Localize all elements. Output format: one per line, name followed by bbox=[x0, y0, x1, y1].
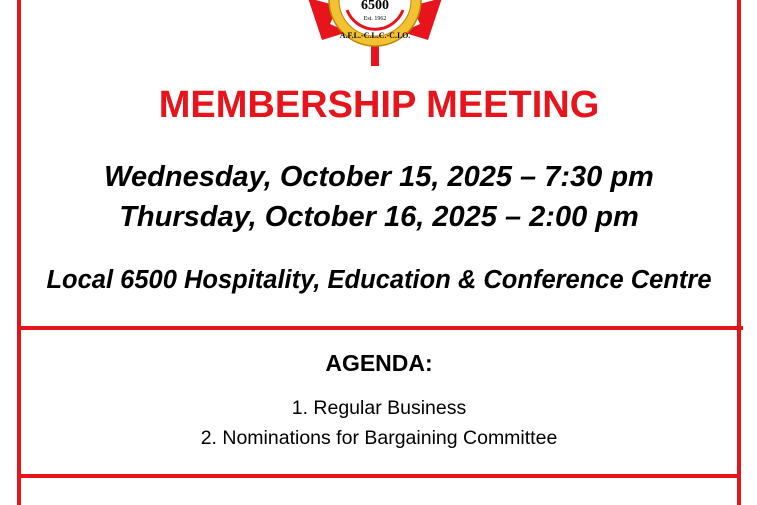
logo-established: Est. 1962 bbox=[363, 16, 387, 22]
frame-right-border bbox=[737, 0, 741, 505]
union-logo bbox=[300, 0, 450, 66]
agenda-heading: AGENDA: bbox=[325, 350, 433, 376]
logo-local-number: 6500 bbox=[361, 0, 389, 13]
meeting-date-wednesday: Wednesday, October 15, 2025 – 7:30 pm bbox=[104, 161, 654, 193]
meeting-title: MEMBERSHIP MEETING bbox=[158, 84, 600, 126]
section-divider-bottom bbox=[17, 474, 741, 478]
section-divider-top bbox=[17, 326, 743, 330]
agenda-item-regular-business: 1. Regular Business bbox=[291, 397, 467, 419]
logo-affiliation: A.F.L.-C.L.C.-C.I.O. bbox=[339, 31, 411, 40]
agenda-item-nominations: 2. Nominations for Bargaining Committee bbox=[200, 427, 558, 449]
meeting-date-thursday: Thursday, October 16, 2025 – 2:00 pm bbox=[119, 201, 639, 233]
agenda-list bbox=[21, 393, 737, 453]
meeting-venue: Local 6500 Hospitality, Education & Conference Centre bbox=[46, 266, 712, 294]
